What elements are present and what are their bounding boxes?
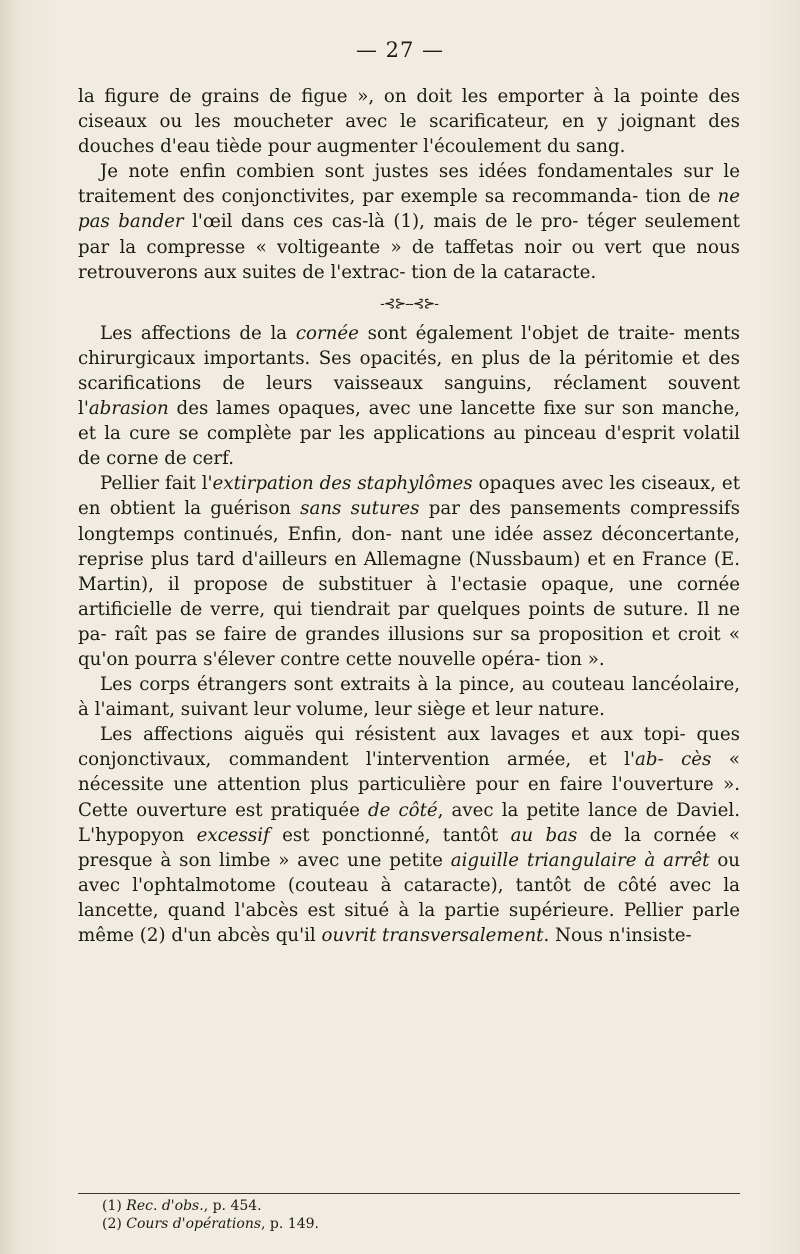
footnotes <box>102 1197 319 1233</box>
italic-text: cornée <box>295 322 359 344</box>
footnote-page: , p. 149. <box>261 1216 319 1232</box>
paragraph-text: Les corps étrangers sont extraits à la pince, au couteau lancéolaire, à l'aimant, suivant leur volume, leur siège et leur nature. <box>78 674 740 721</box>
footnote-source: Cours d'opérations <box>126 1216 262 1232</box>
paragraph-1 <box>78 84 740 159</box>
italic-text: sans sutures <box>300 498 420 520</box>
footnote-page: , p. 454. <box>203 1198 262 1214</box>
italic-text: ne pas bander <box>78 186 740 233</box>
page-number: — 27 — <box>355 38 445 62</box>
italic-text: aiguille triangulaire à arrêt <box>450 849 710 871</box>
italic-text: de côté <box>367 799 438 821</box>
footnote-source: Rec. d'obs. <box>126 1198 204 1214</box>
footnote-mark: (2) <box>102 1216 127 1232</box>
footnote-mark: (1) <box>102 1198 127 1214</box>
italic-text: au bas <box>510 824 578 846</box>
paragraph-text: Les affections de la <box>100 322 296 344</box>
paragraph-text: opaques avec les ciseaux, et en obtient la guérison <box>78 473 741 520</box>
italic-text: abrasion <box>88 398 169 420</box>
italic-text: ab- cès <box>634 749 712 771</box>
paragraph-text: Je note enfin combien sont justes ses idées fondamentales sur le traitement des conjonctivites, par exemple sa recommanda- tion de <box>78 161 740 208</box>
italic-text: ouvrit transversalement <box>321 925 544 946</box>
paragraph-2 <box>78 159 740 284</box>
paragraph-text: . Nous n'insiste- <box>543 925 692 946</box>
footnote-divider <box>78 1193 740 1194</box>
paragraph-text: Pellier fait l' <box>100 473 213 495</box>
body-text <box>78 84 740 948</box>
paragraph-6 <box>78 722 740 948</box>
paragraph-3 <box>78 321 740 472</box>
footnote-1 <box>102 1197 319 1215</box>
paragraph-text: sont également l'objet de traite- ments chirurgicaux importants. Ses opacités, en plus de la péritomie et des scarifications de leurs vaisseaux sanguins, réclament souvent l' <box>78 322 740 420</box>
italic-text: extirpation des staphylômes <box>212 473 473 495</box>
paragraph-text: des lames opaques, avec une lancette fixe sur son manche, et la cure se complète par les applications au pinceau d'esprit volatil de corne de cerf. <box>78 398 740 470</box>
paragraph-text: Les affections aiguës qui résistent aux lavages et aux topi- ques conjonctivaux, commandent l'intervention armée, et l' <box>78 724 740 771</box>
paragraph-text: est ponctionné, tantôt <box>269 824 511 846</box>
section-ornament: -⊰⊱--⊰⊱- <box>380 295 438 312</box>
italic-text: excessif <box>196 824 270 846</box>
paragraph-text: l'œil dans ces cas-là (1), mais de le pro- téger seulement par la compresse « voltigeante » de taffetas noir ou vert que nous retrouverons aux suites de l'extrac- tion de la cataracte. <box>78 211 740 283</box>
paragraph-text: par des pansements compressifs longtemps continués, Enfin, don- nant une idée assez déconcertante, reprise plus tard d'ailleurs en Allemagne (Nussbaum) et en France (E. Martin), il propose de substituer à l'ectasie opaque, une cornée artificielle de verre, qui tiendrait par quelques points de suture. Il ne pa- raît pas se faire de grandes illusions sur sa proposition et croit « qu'on pourra s'élever contre cette nouvelle opéra- tion ». <box>78 498 740 670</box>
paragraph-text: de la cornée « presque à son limbe » avec une petite <box>78 824 740 871</box>
paragraph-text: la figure de grains de figue », on doit les emporter à la pointe des ciseaux ou les moucheter avec le scarificateur, en y joignant des douches d'eau tiède pour augmenter l'écoulement du sang. <box>78 86 740 158</box>
paragraph-5 <box>78 672 740 722</box>
paragraph-text: , avec la petite lance de Daviel. L'hypopyon <box>78 799 740 846</box>
footnote-2 <box>102 1215 319 1233</box>
paragraph-4 <box>78 471 740 672</box>
paragraph-text: « nécessite une attention plus particulière pour en faire l'ouverture ». Cette ouverture est pratiquée <box>78 749 740 821</box>
paragraph-text: ou avec l'ophtalmotome (couteau à cataracte), tantôt de côté avec la lancette, quand l'abcès est situé à la partie supérieure. Pellier parle même (2) d'un abcès qu'il <box>78 849 741 946</box>
